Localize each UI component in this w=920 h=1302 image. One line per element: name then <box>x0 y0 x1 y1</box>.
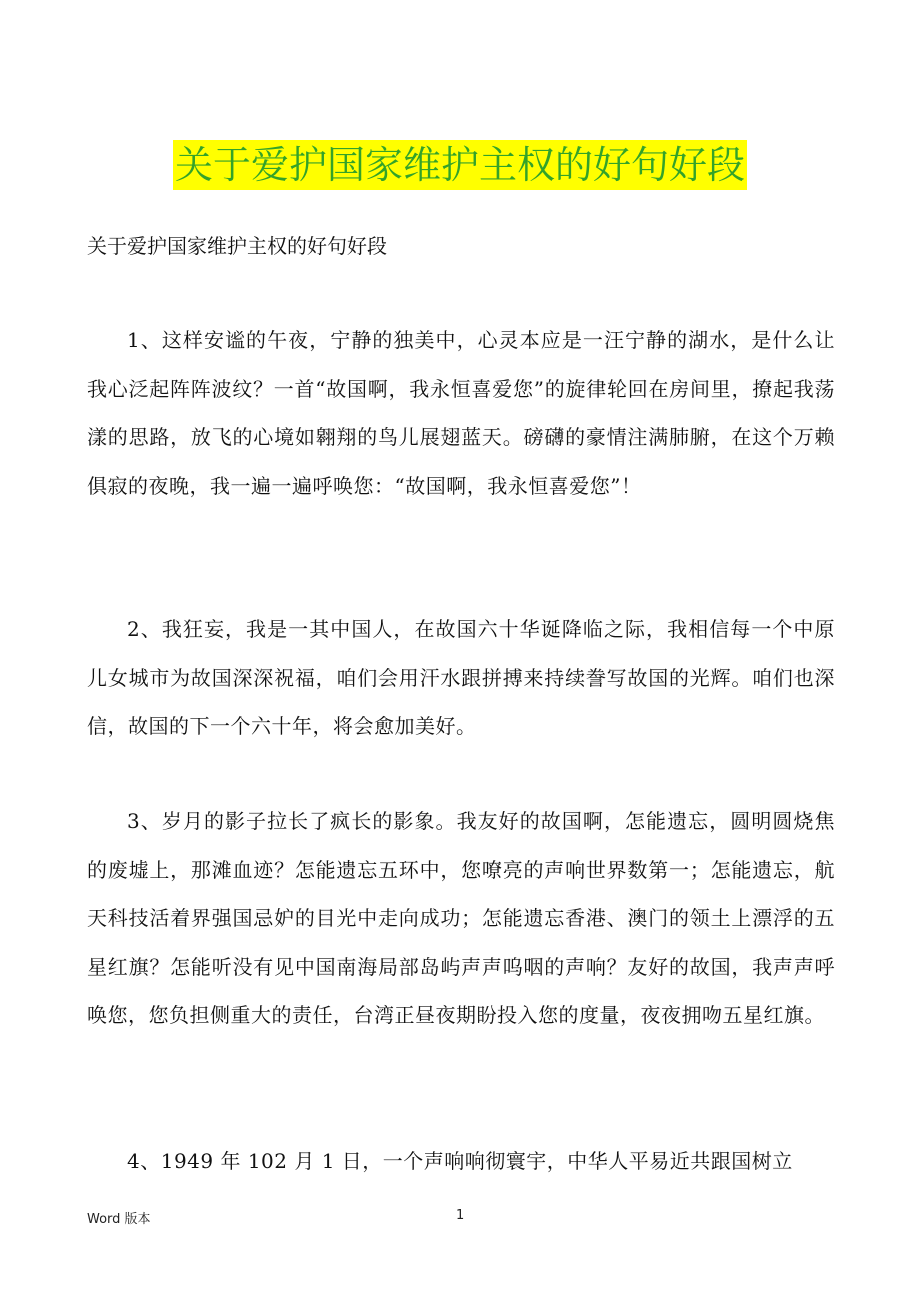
document-subtitle: 关于爱护国家维护主权的好句好段 <box>87 234 387 258</box>
paragraph-4: 4、1949 年 102 月 1 日，一个声响响彻寰宇，中华人平易近共跟国树立 <box>127 1149 793 1173</box>
page-number: 1 <box>456 1208 465 1223</box>
paragraph-1: 1、这样安谧的午夜，宁静的独美中，心灵本应是一汪宁静的湖水，是什么让我心泛起阵阵波纹？一首“故国啊，我永恒喜爱您”的旋律轮回在房间里，撩起我荡漾的思路，放飞的心境如翱翔的鸟儿展翅蓝天。磅礴的豪情注满肺腑，在这个万赖俱寂的夜晚，我一遍一遍呼唤您：“故国啊，我永恒喜爱您”！ <box>87 328 835 498</box>
title-container <box>0 140 920 190</box>
paragraph-2: 2、我狂妄，我是一其中国人，在故国六十华诞降临之际，我相信每一个中原儿女城市为故国深深祝福，咱们会用汗水跟拼搏来持续誊写故国的光辉。咱们也深信，故国的下一个六十年，将会愈加美好。 <box>87 617 835 738</box>
document-title: 关于爱护国家维护主权的好句好段 <box>173 140 747 190</box>
paragraph-3: 3、岁月的影子拉长了疯长的影象。我友好的故国啊，怎能遗忘，圆明圆烧焦的废墟上，那滩血迹？怎能遗忘五环中，您嘹亮的声响世界数第一；怎能遗忘，航天科技活着界强国忌妒的目光中走向成功；怎能遗忘香港、澳门的领土上漂浮的五星红旗？怎能听没有见中国南海局部岛屿声声呜咽的声响？友好的故国，我声声呼唤您，您负担侧重大的责任，台湾正昼夜期盼投入您的度量，夜夜拥吻五星红旗。 <box>87 809 835 1027</box>
footer-label: Word 版本 <box>87 1212 151 1227</box>
